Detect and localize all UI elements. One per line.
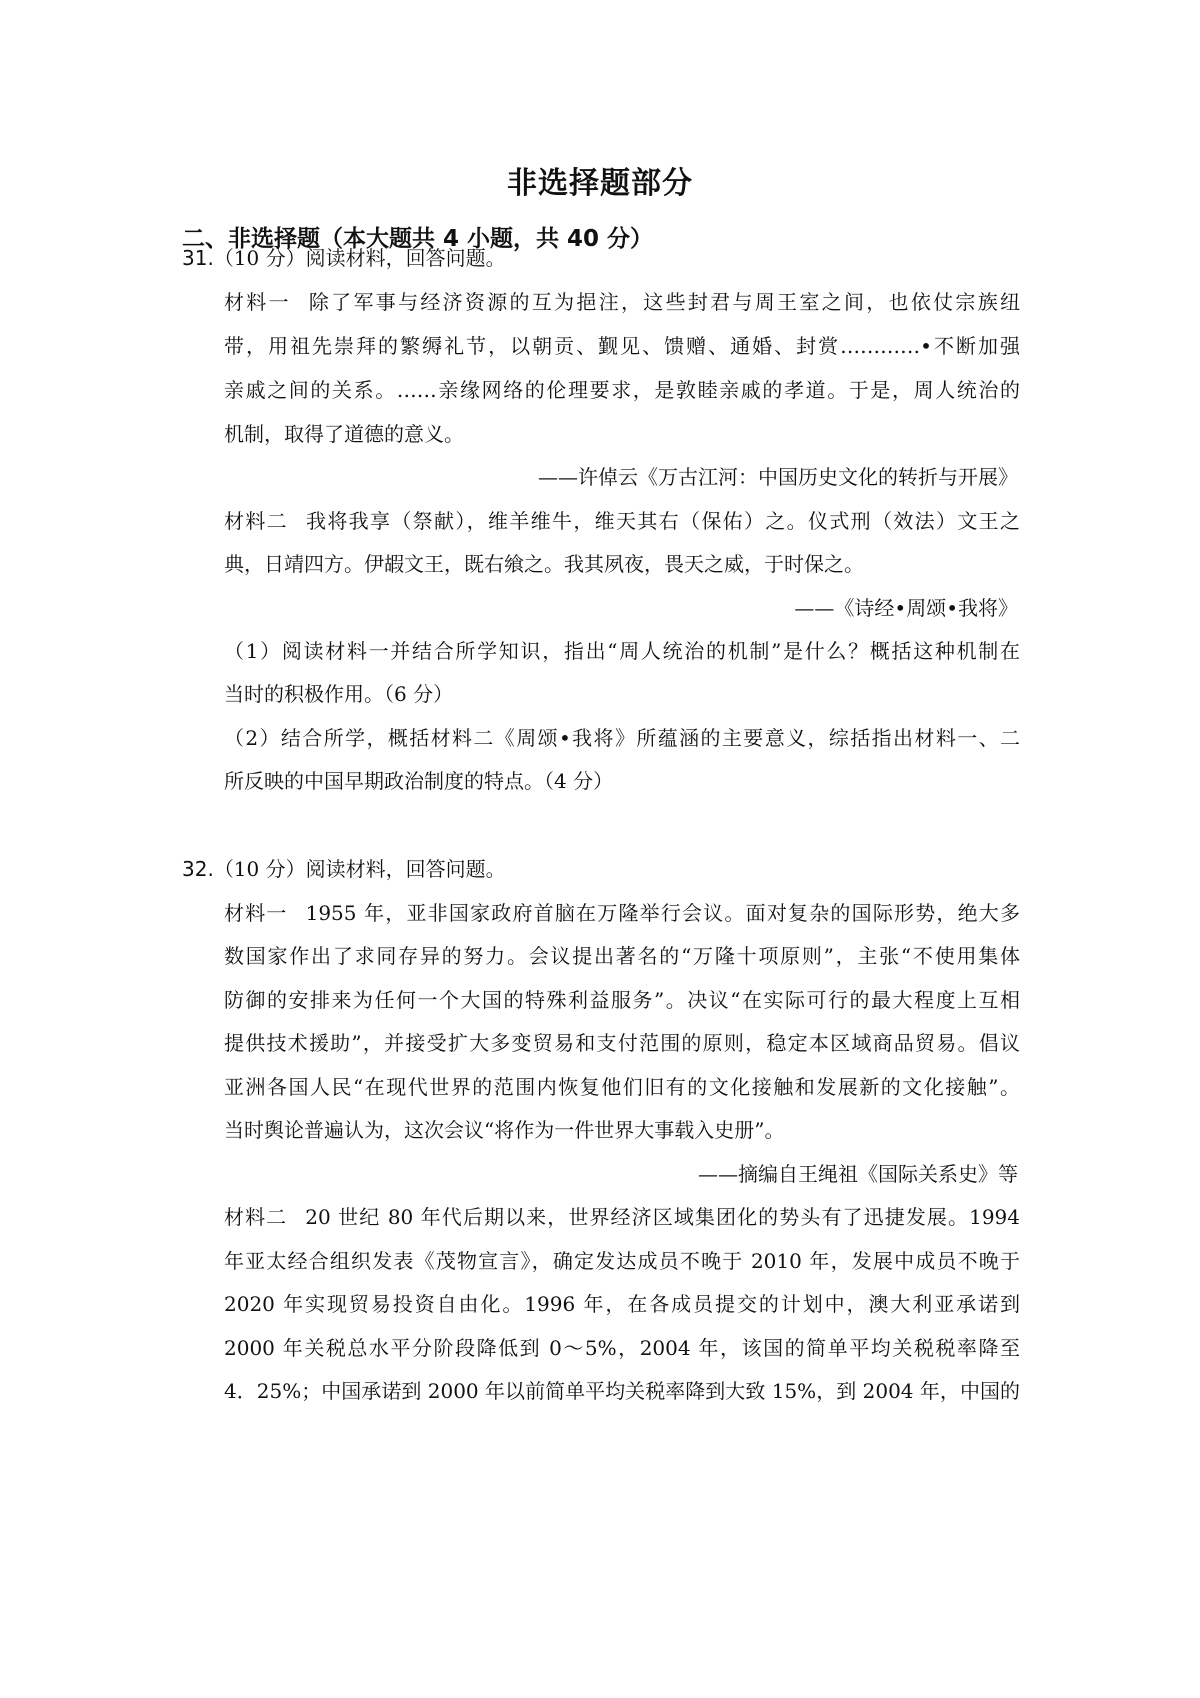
q32-header-text: （10 分）阅读材料，回答问题。 (213, 857, 506, 881)
q32-m1-line: 数国家作出了求同存异的努力。会议提出著名的“万隆十项原则”，主张“不使用集体 (224, 944, 1020, 968)
q31-header (182, 244, 506, 272)
q31-m2-line: 典，日靖四方。伊嘏文王，既右飨之。我其夙夜，畏天之威，于时保之。 (224, 552, 864, 576)
q32-m1-line: 亚洲各国人民“在现代世界的范围内恢复他们旧有的文化接触和发展新的文化接触”。 (224, 1075, 1020, 1099)
q32-m1-source: ——摘编自王绳祖《国际关系史》等 (698, 1162, 1018, 1186)
q32-m2-line (224, 1203, 1020, 1231)
q32-number: 32. (182, 857, 214, 881)
q32-m1-label: 材料一 (224, 901, 288, 925)
q32-m1-text: 1955 年，亚非国家政府首脑在万隆举行会议。面对复杂的国际形势，绝大多 (305, 901, 1021, 925)
q32-m2-line: 2020 年实现贸易投资自由化。1996 年，在各成员提交的计划中，澳大利亚承诺到 (224, 1292, 1020, 1316)
q31-m2-text: 我将我享（祭献），维羊维牛，维天其右（保佑）之。仪式刑（效法）文王之 (306, 509, 1020, 533)
q32-m1-line (224, 899, 1020, 927)
q31-sub1-line: 当时的积极作用。（6 分） (224, 682, 454, 706)
q32-m2-line: 4．25%；中国承诺到 2000 年以前简单平均关税率降到大致 15%，到 2004 年，中国的 (224, 1379, 1020, 1403)
q31-m2-label: 材料二 (224, 509, 288, 533)
q32-m2-label: 材料二 (224, 1205, 288, 1229)
q32-m2-text: 20 世纪 80 年代后期以来，世界经济区域集团化的势头有了迅捷发展。1994 (305, 1205, 1020, 1229)
q31-m2-line (224, 507, 1020, 535)
q31-sub1-line: （1）阅读材料一并结合所学知识，指出“周人统治的机制”是什么？概括这种机制在 (224, 639, 1020, 663)
q31-m1-line (224, 288, 1020, 316)
q32-header (182, 855, 506, 883)
q31-m1-text: 除了军事与经济资源的互为挹注，这些封君与周王室之间，也依仗宗族纽 (308, 290, 1021, 314)
q32-m1-line: 提供技术援助”，并接受扩大多变贸易和支付范围的原则，稳定本区域商品贸易。倡议 (224, 1031, 1020, 1055)
q32-m1-line: 防御的安排来为任何一个大国的特殊利益服务”。决议“在实际可行的最大程度上互相 (224, 988, 1020, 1012)
q31-m1-line: 机制，取得了道德的意义。 (224, 422, 464, 446)
q31-m2-source: ——《诗经•周颂•我将》 (794, 596, 1018, 620)
q32-m2-line: 年亚太经合组织发表《茂物宣言》，确定发达成员不晚于 2010 年，发展中成员不晚于 (224, 1249, 1020, 1273)
q31-m1-source: ——许倬云《万古江河：中国历史文化的转折与开展》 (538, 465, 1018, 489)
q31-number: 31. (182, 246, 214, 270)
q31-sub2-line: （2）结合所学，概括材料二《周颂•我将》所蕴涵的主要意义，综括指出材料一、二 (224, 726, 1020, 750)
q31-m1-line: 带，用祖先崇拜的繁缛礼节，以朝贡、觐见、馈赠、通婚、封赏…………•不断加强 (224, 334, 1020, 358)
q31-header-text: （10 分）阅读材料，回答问题。 (213, 246, 506, 270)
q32-m2-line: 2000 年关税总水平分阶段降低到 0～5%，2004 年，该国的简单平均关税税率降至 (224, 1336, 1020, 1360)
q31-sub2-line: 所反映的中国早期政治制度的特点。（4 分） (224, 769, 614, 793)
q31-m1-label: 材料一 (224, 290, 291, 314)
q32-m1-line: 当时舆论普遍认为，这次会议“将作为一件世界大事载入史册”。 (224, 1118, 785, 1142)
section-title: 二、非选择题（本大题共 4 小题，共 40 分） (182, 226, 654, 252)
part-title: 非选择题部分 (507, 166, 693, 201)
q31-m1-line: 亲戚之间的关系。……亲缘网络的伦理要求，是敦睦亲戚的孝道。于是，周人统治的 (224, 378, 1020, 402)
